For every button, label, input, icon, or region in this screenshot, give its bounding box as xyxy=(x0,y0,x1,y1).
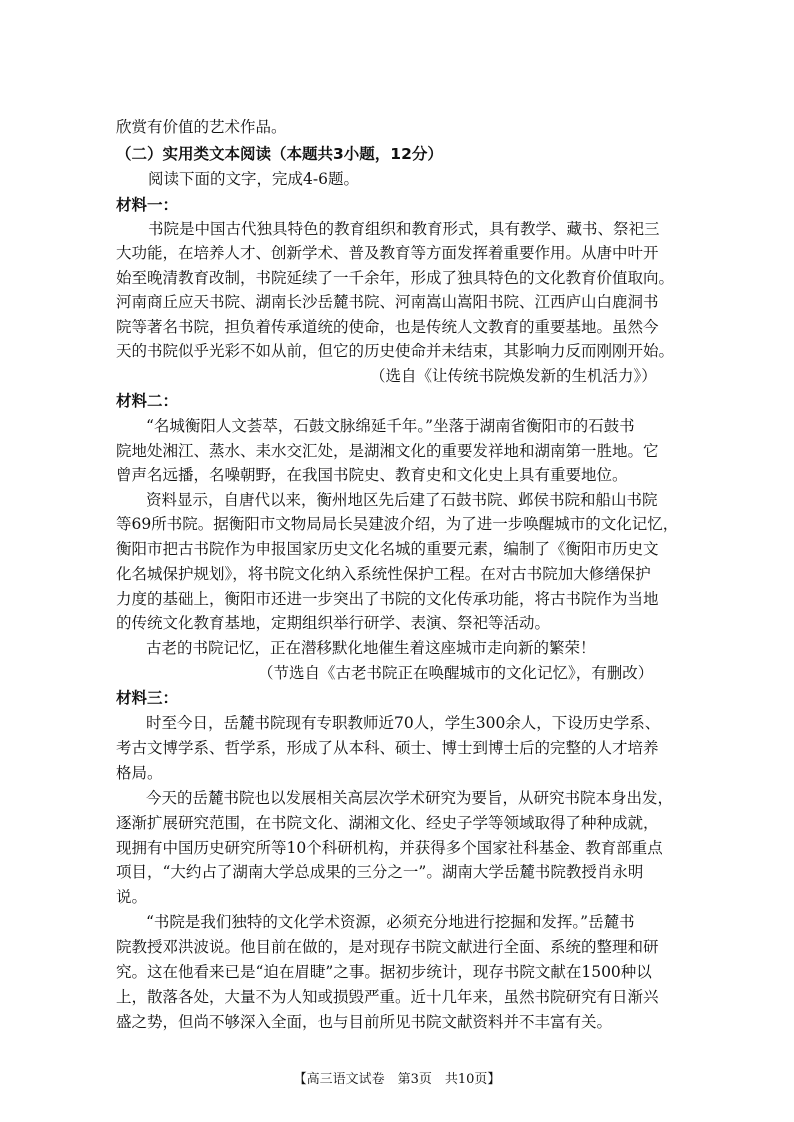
material-one-heading: 材料一： xyxy=(116,196,179,214)
text-line: 大功能，在培养人才、创新学术、普及教育等方面发挥着重要作用。从唐中叶开 xyxy=(116,244,659,262)
text-line: 今天的岳麓书院也以发展相关高层次学术研究为要旨，从研究书院本身出发， xyxy=(146,789,674,807)
text-line: 力度的基础上，衡阳市还进一步突出了书院的文化传承功能，将古书院作为当地 xyxy=(116,590,659,608)
text-line: 说。 xyxy=(116,888,148,906)
text-line: 始至晚清教育改制，书院延续了一千余年，形成了独具特色的文化教育价值取向。 xyxy=(116,269,675,287)
text-line: 盛之势，但尚不够深入全面，也与目前所见书院文献资料并不丰富有关。 xyxy=(116,1013,613,1031)
text-line: 究。这在他看来已是“迫在眉睫”之事。据初步统计，现存书院文献在1500种以 xyxy=(116,963,652,981)
instruction: 阅读下面的文字，完成4-6题。 xyxy=(148,170,359,188)
source-citation: （节选自《古老书院正在唤醒城市的文化记忆》，有删改） xyxy=(258,664,654,682)
source-citation: （选自《让传统书院焕发新的生机活力》） xyxy=(370,367,657,385)
text-line: 古老的书院记忆，正在潜移默化地催生着这座城市走向新的繁荣！ xyxy=(146,639,596,657)
text-line: 逐渐扩展研究范围，在书院文化、湖湘文化、经史子学等领域取得了种种成就， xyxy=(116,814,659,832)
text-line: 项目，“大约占了湖南大学总成果的三分之一”。湖南大学岳麓书院教授肖永明 xyxy=(116,863,644,881)
text-line: “书院是我们独特的文化学术资源，必须充分地进行挖掘和发挥。”岳麓书 xyxy=(146,913,635,931)
text-line: 院等著名书院，担负着传承道统的使命，也是传统人文教育的重要基地。虽然今 xyxy=(116,318,659,336)
text-line: 衡阳市把古书院作为申报国家历史文化名城的重要元素，编制了《衡阳市历史文 xyxy=(116,540,659,558)
text-line: 格局。 xyxy=(116,764,163,782)
text-line: 书院是中国古代独具特色的教育组织和教育形式，具有教学、藏书、祭祀三 xyxy=(148,220,660,238)
text-line: 考古文博学系、哲学系，形成了从本科、硕士、博士到博士后的完整的人才培养 xyxy=(116,739,659,757)
material-two-heading: 材料二： xyxy=(116,392,179,410)
text-line: 上，散落各处，大量不为人知或损毁严重。近十几年来，虽然书院研究有日渐兴 xyxy=(116,988,659,1006)
text-line: 化名城保护规划》，将书院文化纳入系统性保护工程。在对古书院加大修缮保护 xyxy=(116,565,651,583)
text-line: 院地处湘江、蒸水、耒水交汇处，是湖湘文化的重要发祥地和湖南第一胜地。它 xyxy=(116,442,659,460)
text-line: 曾声名远播，名噪朝野，在我国书院史、教育史和文化史上具有重要地位。 xyxy=(116,466,628,484)
text-line: 欣赏有价值的艺术作品。 xyxy=(116,118,287,136)
text-line: 资料显示，自唐代以来，衡州地区先后建了石鼓书院、邺侯书院和船山书院 xyxy=(146,491,658,509)
page-footer: 【高三语文试卷 第3页 共10页】 xyxy=(293,1072,501,1087)
text-line: 河南商丘应天书院、湖南长沙岳麓书院、河南嵩山嵩阳书院、江西庐山白鹿洞书 xyxy=(116,293,659,311)
text-line: 等69所书院。据衡阳市文物局局长吴建波介绍，为了进一步唤醒城市的文化记忆， xyxy=(116,515,679,533)
text-line: “名城衡阳人文荟萃，石鼓文脉绵延千年。”坐落于湖南省衡阳市的石鼓书 xyxy=(146,417,635,435)
text-line: 现拥有中国历史研究所等10个科研机构，并获得多个国家社科基金、教育部重点 xyxy=(116,839,663,857)
material-three-heading: 材料三： xyxy=(116,689,179,707)
text-line: 的传统文化教育基地，定期组织举行研学、表演、祭祀等活动。 xyxy=(116,614,551,632)
text-line: 时至今日，岳麓书院现有专职教师近70人，学生300余人，下设历史学系、 xyxy=(146,714,661,732)
text-line: 天的书院似乎光彩不如从前，但它的历史使命并未结束，其影响力反而刚刚开始。 xyxy=(116,342,675,360)
text-line: 院教授邓洪波说。他目前在做的，是对现存书院文献进行全面、系统的整理和研 xyxy=(116,938,659,956)
section-heading: （二）实用类文本阅读（本题共3小题，12分） xyxy=(116,145,443,163)
